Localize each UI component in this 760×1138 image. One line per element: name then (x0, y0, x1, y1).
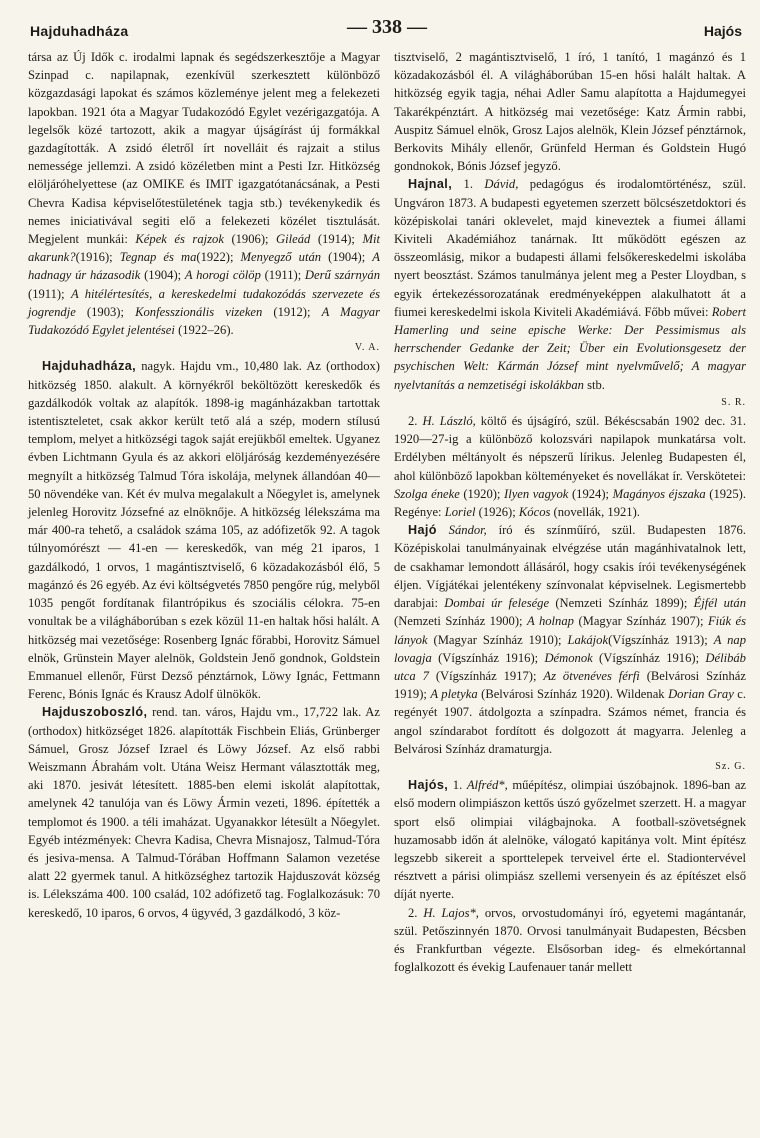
entry-hajos-lajos: 2. H. Lajos*, orvos, orvostudományi író, egyetemi magántanár, szül. Petőszinnyén 1870. Orvosi tanulmányait Budapesten, Bécsben és Frankfurtban végezte. Elsősorban ideg- és elmekórtannal foglalkozott és évekig Laufenauer tanár mellett (394, 905, 746, 975)
entry-continuation: tisztviselő, 2 magántisztviselő, 1 író, 1 tanító, 1 magánzó és 1 közadakozásból él. A világháborúban 15-en hősi halált haltak. A hitközség egyik tagja, néhai Adler Samu alapította a Hajdumegyei Takarékpénztárt. A hitközség mai vezetősége: Katz Ármin rabbi, Auspitz Sámuel elnök, Grosz Lajos alelnök, Klein József pénztárnok, Berkovits Mihály ellenőr, Grünfeld Herman és Goldstein Hugó gondnokok, Bónis József jegyző. (394, 50, 746, 174)
entry-continuation: társa az Új Idők c. irodalmi lapnak és segédszerkesztője a Magyar Szinpad c. napilapnak, ezenkívül szerkesztett különböző közgazdasági lapokat és számos közleménye jelent meg a felekezeti lapokban. 1921 óta a Magyar Tudakozódó Egylet vezérigazgatója. A legelsők közé tartozott, akik a magyar újságírást új formákkal gazdagították. A zsidó életről írt novelláit és rajzait a stilus nemessége jellemzi. A zsidó közéletben mint a Pesti Izr. Hitközség elöljáróhelyettese (az OMIKE és IMIT igazgatótanácsának, a Pesti Chevra Kadisa képviselőtestületének tagja stb.) tevékenykedik és nemes iniciativával segiti elő a felekezeti közélet tisztulását. Megjelent munkái: Képek és rajzok (1906); Gileád (1914); Mit akarunk?(1916); Tegnap és ma(1922); Menyegző után (1904); A hadnagy úr házasodik (1904); A horogi cölöp (1911); Derű szárnyán (1911); A hitélértesítés, a kereskedelmi tudakozódás szervezete és jogrendje (1903); Konfesszionális vizeken (1912); A Magyar Tudakozódó Egylet jelentései (1922–26). (28, 50, 380, 338)
running-header (28, 10, 746, 38)
page-number: — 338 — (347, 16, 427, 38)
entry-hajnal-david: Hajnal, 1. Dávid, pedagógus és irodalomtörténész, szül. Ungváron 1873. A budapesti egyetemen szerzett bölcsészetdoktori és középiskolai tanári oklevelet, majd kineveztek a fiumei állami Kiviteli Akadémiához tanárnak. Itt működött egészen az összeomlásig, mikor a budapesti állami felsőkereskedelmi iskolába nyert beosztást. Számos tanulmánya jelent meg a Pester Lloydban, s egyik értekezéssorozatának eredményeképpen alakulhatott át a fiumei kereskedelmi iskola Kiviteli Akadémiává. Főbb művei: Robert Hamerling und seine epische Werke: Der Pessimismus als herrschender Gedanke der Zeit; Über ein Evolutionsgesetz der psychischen Welt: Kármán József mint nyelvművelő; A magyar nyelvtanítás a nemzetiségi iskolákban stb. (394, 177, 746, 392)
text-columns (28, 48, 746, 976)
entry-term: Hajduszoboszló, (42, 705, 148, 720)
header-right-keyword: Hajós (703, 23, 742, 39)
author-signature: Sz. G. (715, 760, 746, 772)
entry-hajduszoboszlo: Hajduszoboszló, rend. tan. város, Hajdu vm., 17,722 lak. Az (orthodox) hitközséget 1826. alapították Fischbein Eliás, Grünberger Sámuel, Grosz József Izrael és Löwy József. Az első rabbi Weiszmann Ábrahám volt. Utána Weisz Hermant választották meg, aki 1870. jesivát létesített. 1885-ben elemi iskolát alapítottak, amelynek 42 tanulója van és Löwy Ármin vezeti, 1896. építették a templomot és 1900. a téli imaházat. Ugyanakkor létesült a Nőegylet. Egyéb intézmények: Chevra Kadisa, Chevra Misnajosz, Talmud-Tóra és jesiva-mensa. A Talmud-Tórában Hoffmann Salamon vezetése alatt 22 gyermek tanul. A hitközséghez tartozik Hajduszovát község is. Lélekszáma 400. 100 család, 102 adófizető tag. Foglalkozásuk: 70 kereskedő, 10 iparos, 6 orvos, 4 ügyvéd, 3 gazdálkodó, 3 köz- (28, 705, 380, 920)
left-column (28, 48, 380, 976)
entry-hajos-alfred: Hajós, 1. Alfréd*, műépítész, olimpiai úszóbajnok. 1896-ban az első modern olimpiászon kettős úszó győzelmet szerzett. H. a magyar sport első olimpiai világbajnoka. A football-szövetségnek huzamosabb időn át alelnöke, válogató kapitánya volt. Mint építész legszebb sikereit a sporttelepek terveivel érte el. Stadiontervével résztvett a párisi olimpiász szellemi versenyein és az építészet első díját nyerte. (394, 778, 747, 902)
entry-term: Hajduhadháza, (42, 359, 137, 374)
header-left-keyword: Hajduhadháza (30, 23, 129, 39)
right-column (394, 48, 746, 976)
entry-hajduhadhaza: Hajduhadháza, nagyk. Hajdu vm., 10,480 lak. Az (orthodox) hitközség 1850. alakult. A környékről beköltözött kereskedők és gazdálkodók voltak az alapítók. 1898-ig magánházakban tartottak istentiszteletet, csak akkor került tető alá a szép, modern stílusú templom, melyet a hitközségi tagok saját erejükből emeltek. Ugyanez évben Lichtmann Gyula és az akkori elöljáróság kezdeményezésére megnyílt a hitközség Talmud Tóra iskolája, melynek állandóan 40—50 növendéke van. Két év mulva megalakult a Nőegylet is, amelynek jelenleg Horovitz Józsefné az elnöknője. A hitközség lélekszáma ma már 400-ra tehető, a családok száma 105, az adófizetők 92. A tagok túlnyomórészt — 41-en — kereskedők, van még 21 iparos, 1 gazdálkodó, 1 orvos, 1 magántisztviselő, 6 közadakozásból élő, 5 magánzó és 26 egyéb. Az évi költségvetés 7850 pengőre rúg, melyből 1035 pengőt fordítanak filantrópikus és szociális célokra. 75-en vonultak be a világháborúban s ezek közül 11-en haltak hősi halált. A hitközség mai vezetősége: Rosenberg Ignác főrabbi, Horovitz Sámuel elnök, Grünstein Mayer alelnök, Goldstein Jenő gondnok, Goldstein Emmanuel ellenőr, Fürst Dezső pénztárnok, Löwy Ignác, Fettmann Ferenc, Bónis Ignác és Krausz Adolf ülnökök. (28, 359, 380, 702)
entry-hajnal-laszlo: 2. H. László, költő és újságíró, szül. Békéscsabán 1902 dec. 31. 1920—27-ig a különböző kolozsvári napilapok munkatársa volt. Erdélyben méltányolt és népszerű lírikus. Jelenleg Budapesten él, ahol különböző lapokban költeményeket és novellákat ír. Verskötetei: Szolga éneke (1920); Ilyen vagyok (1924); Magányos éjszaka (1925). Regénye: Loriel (1926); Kócos (novellák, 1921). (394, 414, 746, 520)
entry-hajo-sandor: Hajó Sándor, író és színműíró, szül. Budapesten 1876. Középiskolai tanulmányainak elvégzése után magánhivatalnok lett, de csakhamar lemondott állásáról, hogy csakis írói tevékenységének éljen. Vígjátékai jelentékeny színvonalat képviselnek. Legismertebb darabjai: Dombai úr felesége (Nemzeti Színház 1899); Éjfél után (Nemzeti Színház 1900); A holnap (Magyar Színház 1907); Fiúk és lányok (Magyar Színház 1910); Lakájok(Vígszínház 1913); A nap lovagja (Vígszínház 1916); Démonok (Vígszínház 1916); Délibáb utca 7 (Vígszínház 1917); Az ötvenéves férfi (Belvárosi Színház 1919); A pletyka (Belvárosi Színház 1920). Wildenak Dorian Gray c. regényét 1907. átdolgozta a színpadra. Számos német, francia és angol színdarabot fordított és dolgozott át magyarra. Jelenleg a Belvárosi Színház dramaturgja. (394, 523, 747, 756)
author-signature: S. R. (721, 396, 746, 408)
author-signature: V. A. (354, 342, 380, 354)
